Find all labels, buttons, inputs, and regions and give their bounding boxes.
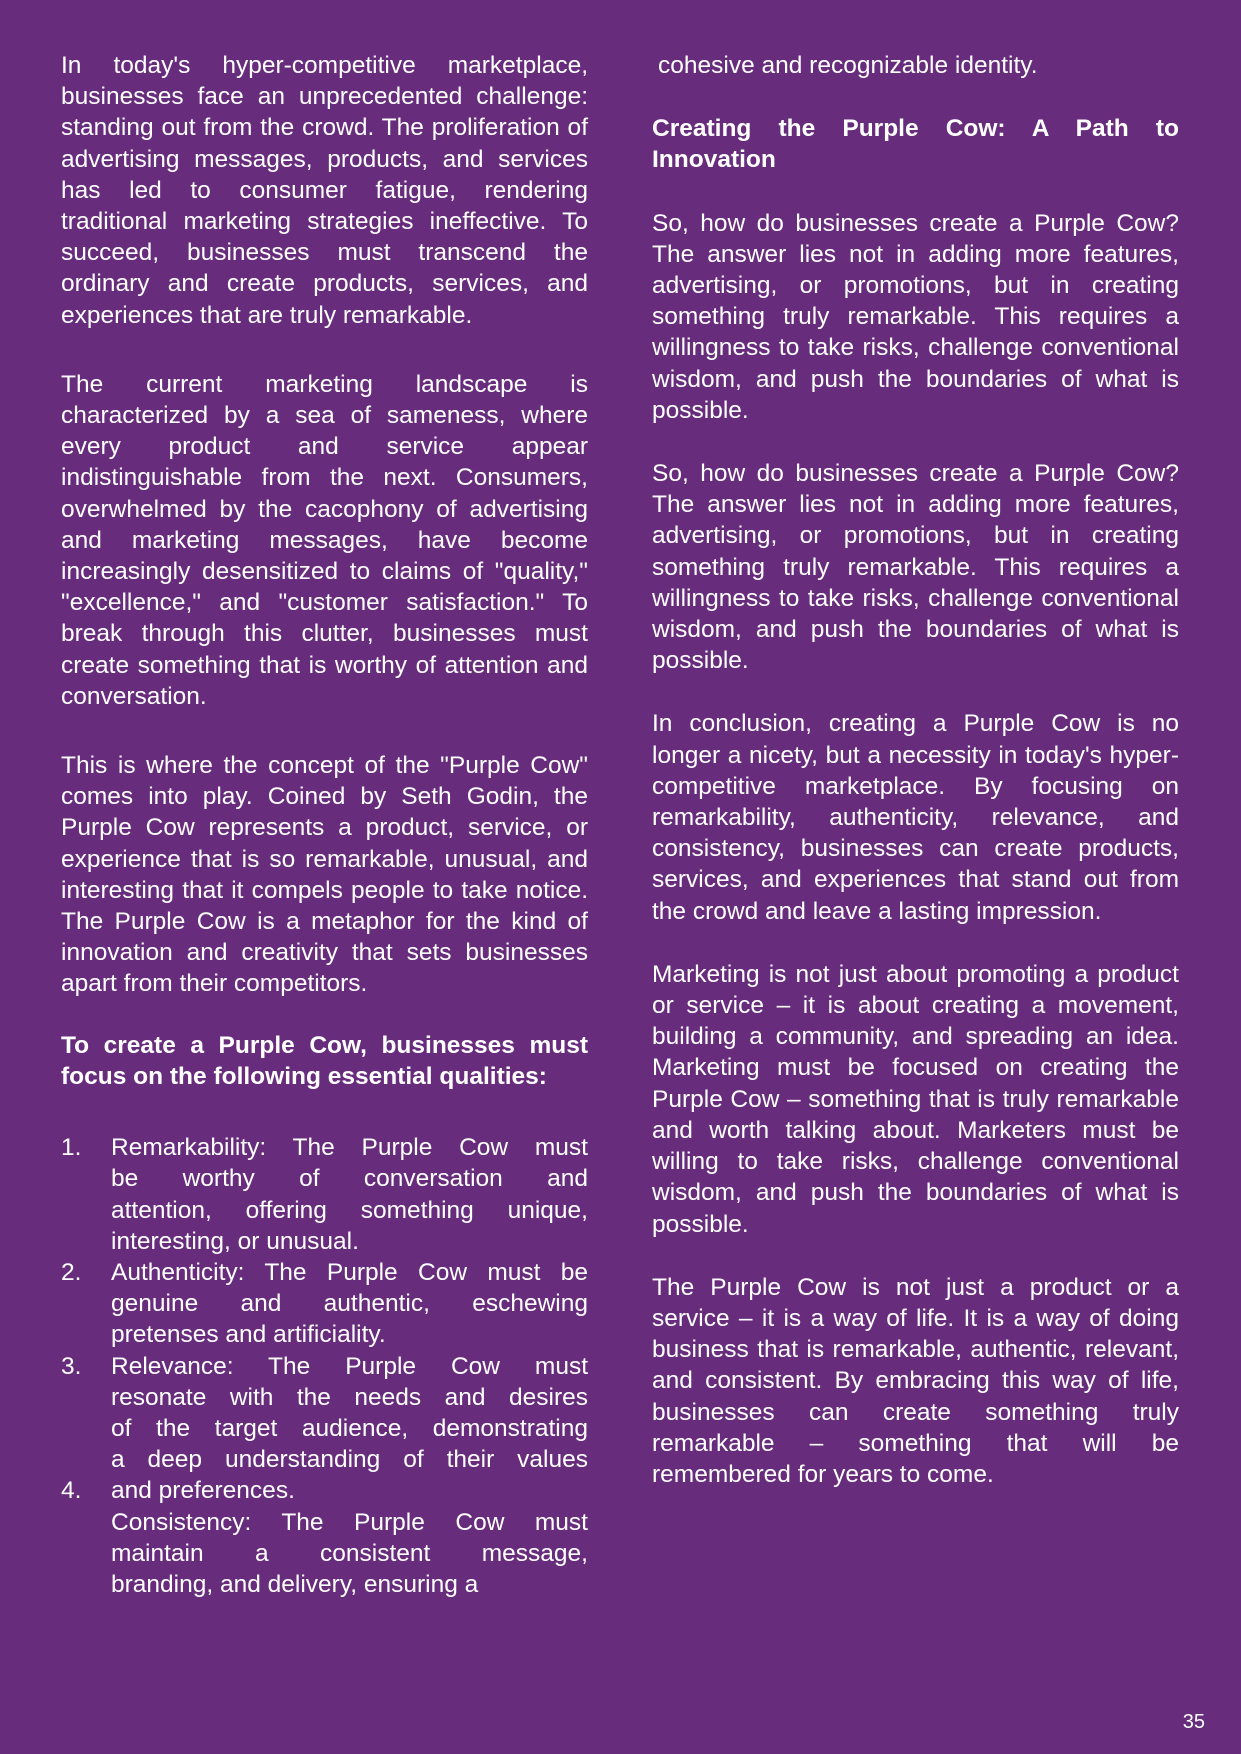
list-item-line (61, 1288, 588, 1319)
list-item-text: a deep understanding of their values (111, 1446, 588, 1474)
landscape-paragraph: The current marketing landscape is characterized by a sea of sameness, where every product and service appear indistinguishable from the next. Consumers, overwhelmed by the cacophony of advertising and marketing messages, have become increasingly desensitized to claims of "quality," "excellence," and "customer satisfaction." To break through this clutter, businesses must create something that is worthy of attention and conversation. (61, 370, 588, 710)
list-number: 1. (61, 1134, 82, 1162)
intro-paragraph: In today's hyper-competitive marketplace, businesses face an unprecedented challenge: standing out from the crowd. The proliferation of advertising messages, products, and services has led to consumer fatigue, rendering traditional marketing strategies ineffective. To succeed, businesses must transcend the ordinary and create products, services, and experiences that are truly remarkable. (61, 52, 588, 329)
list-item-line (61, 1351, 588, 1382)
list-item-line (61, 1538, 588, 1569)
how-paragraph-repeat: So, how do businesses create a Purple Cow? The answer lies not in adding more features, advertising, or promotions, but in creating something truly remarkable. This requires a willingness to take risks, challenge conventional wisdom, and push the boundaries of what is possible. (652, 460, 1179, 675)
purple-cow-concept-paragraph: This is where the concept of the "Purple Cow" comes into play. Coined by Seth Godin, the Purple Cow represents a product, service, or experience that is so remarkable, unusual, and interesting that it compels people to take notice. The Purple Cow is a metaphor for the kind of innovation and creativity that sets businesses apart from their competitors. (61, 752, 588, 998)
list-item-text: attention, offering something unique, (111, 1196, 588, 1224)
marketing-paragraph: Marketing is not just about promoting a product or service – it is about creating a movement, building a community, and spreading an idea. Marketing must be focused on creating the Purple Cow – something that is truly remarkable and worth talking about. Marketers must be willing to take risks, challenge conventional wisdom, and push the boundaries of what is possible. (652, 960, 1179, 1238)
right-column (652, 50, 1179, 1490)
left-column (61, 50, 588, 1600)
list-item-text: be worthy of conversation and (111, 1165, 588, 1193)
list-item-text: maintain a consistent message, (111, 1539, 588, 1567)
list-item-line (61, 1444, 588, 1475)
list-item-text: Remarkability: The Purple Cow must (111, 1134, 588, 1162)
list-item-text: resonate with the needs and desires (111, 1383, 588, 1411)
list-item-text: interesting, or unusual. (111, 1227, 359, 1255)
page-number: 35 (1182, 1711, 1205, 1733)
conclusion-paragraph: In conclusion, creating a Purple Cow is no longer a nicety, but a necessity in today's hyper-competitive marketplace. By focusing on remarkability, authenticity, relevance, and consistency, businesses can create products, services, and experiences that stand out from the crowd and leave a lasting impression. (652, 710, 1179, 925)
list-item-text: Relevance: The Purple Cow must (111, 1352, 588, 1380)
list-item-text: and preferences. (111, 1477, 295, 1505)
continuation-text: cohesive and recognizable identity. (658, 52, 1038, 79)
list-item-line (61, 1569, 588, 1600)
list-item-text: pretenses and artificiality. (111, 1321, 386, 1349)
list-item-line (61, 1382, 588, 1413)
list-item-line (61, 1195, 588, 1226)
list-number: 3. (61, 1352, 82, 1380)
list-item-text: Consistency: The Purple Cow must (111, 1508, 588, 1536)
how-paragraph: So, how do businesses create a Purple Cow? The answer lies not in adding more features, advertising, or promotions, but in creating something truly remarkable. This requires a willingness to take risks, challenge conventional wisdom, and push the boundaries of what is possible. (652, 209, 1179, 424)
list-item-line (61, 1413, 588, 1444)
list-item-text: genuine and authentic, eschewing (111, 1290, 588, 1318)
list-item-line (61, 1507, 588, 1538)
way-of-life-paragraph: The Purple Cow is not just a product or a service – it is a way of life. It is a way of doing business that is remarkable, authentic, relevant, and consistent. By embracing this way of life, businesses can create something truly remarkable – something that will be remembered for years to come. (652, 1273, 1179, 1488)
qualities-list (61, 1132, 588, 1600)
list-item-line (61, 1475, 588, 1506)
list-item-line (61, 1163, 588, 1194)
qualities-intro: To create a Purple Cow, businesses must focus on the following essential qualities: (61, 1031, 588, 1090)
section-heading: Creating the Purple Cow: A Path to Innovation (652, 115, 1179, 174)
list-number: 4. (61, 1477, 82, 1505)
list-item-line (61, 1319, 588, 1350)
list-item-text: branding, and delivery, ensuring a (111, 1570, 479, 1598)
list-item-line (61, 1257, 588, 1288)
list-number: 2. (61, 1258, 82, 1286)
list-item-text: Authenticity: The Purple Cow must be (111, 1258, 588, 1286)
list-item-text: of the target audience, demonstrating (111, 1414, 588, 1442)
list-item-line (61, 1132, 588, 1163)
list-item-line (61, 1226, 588, 1257)
